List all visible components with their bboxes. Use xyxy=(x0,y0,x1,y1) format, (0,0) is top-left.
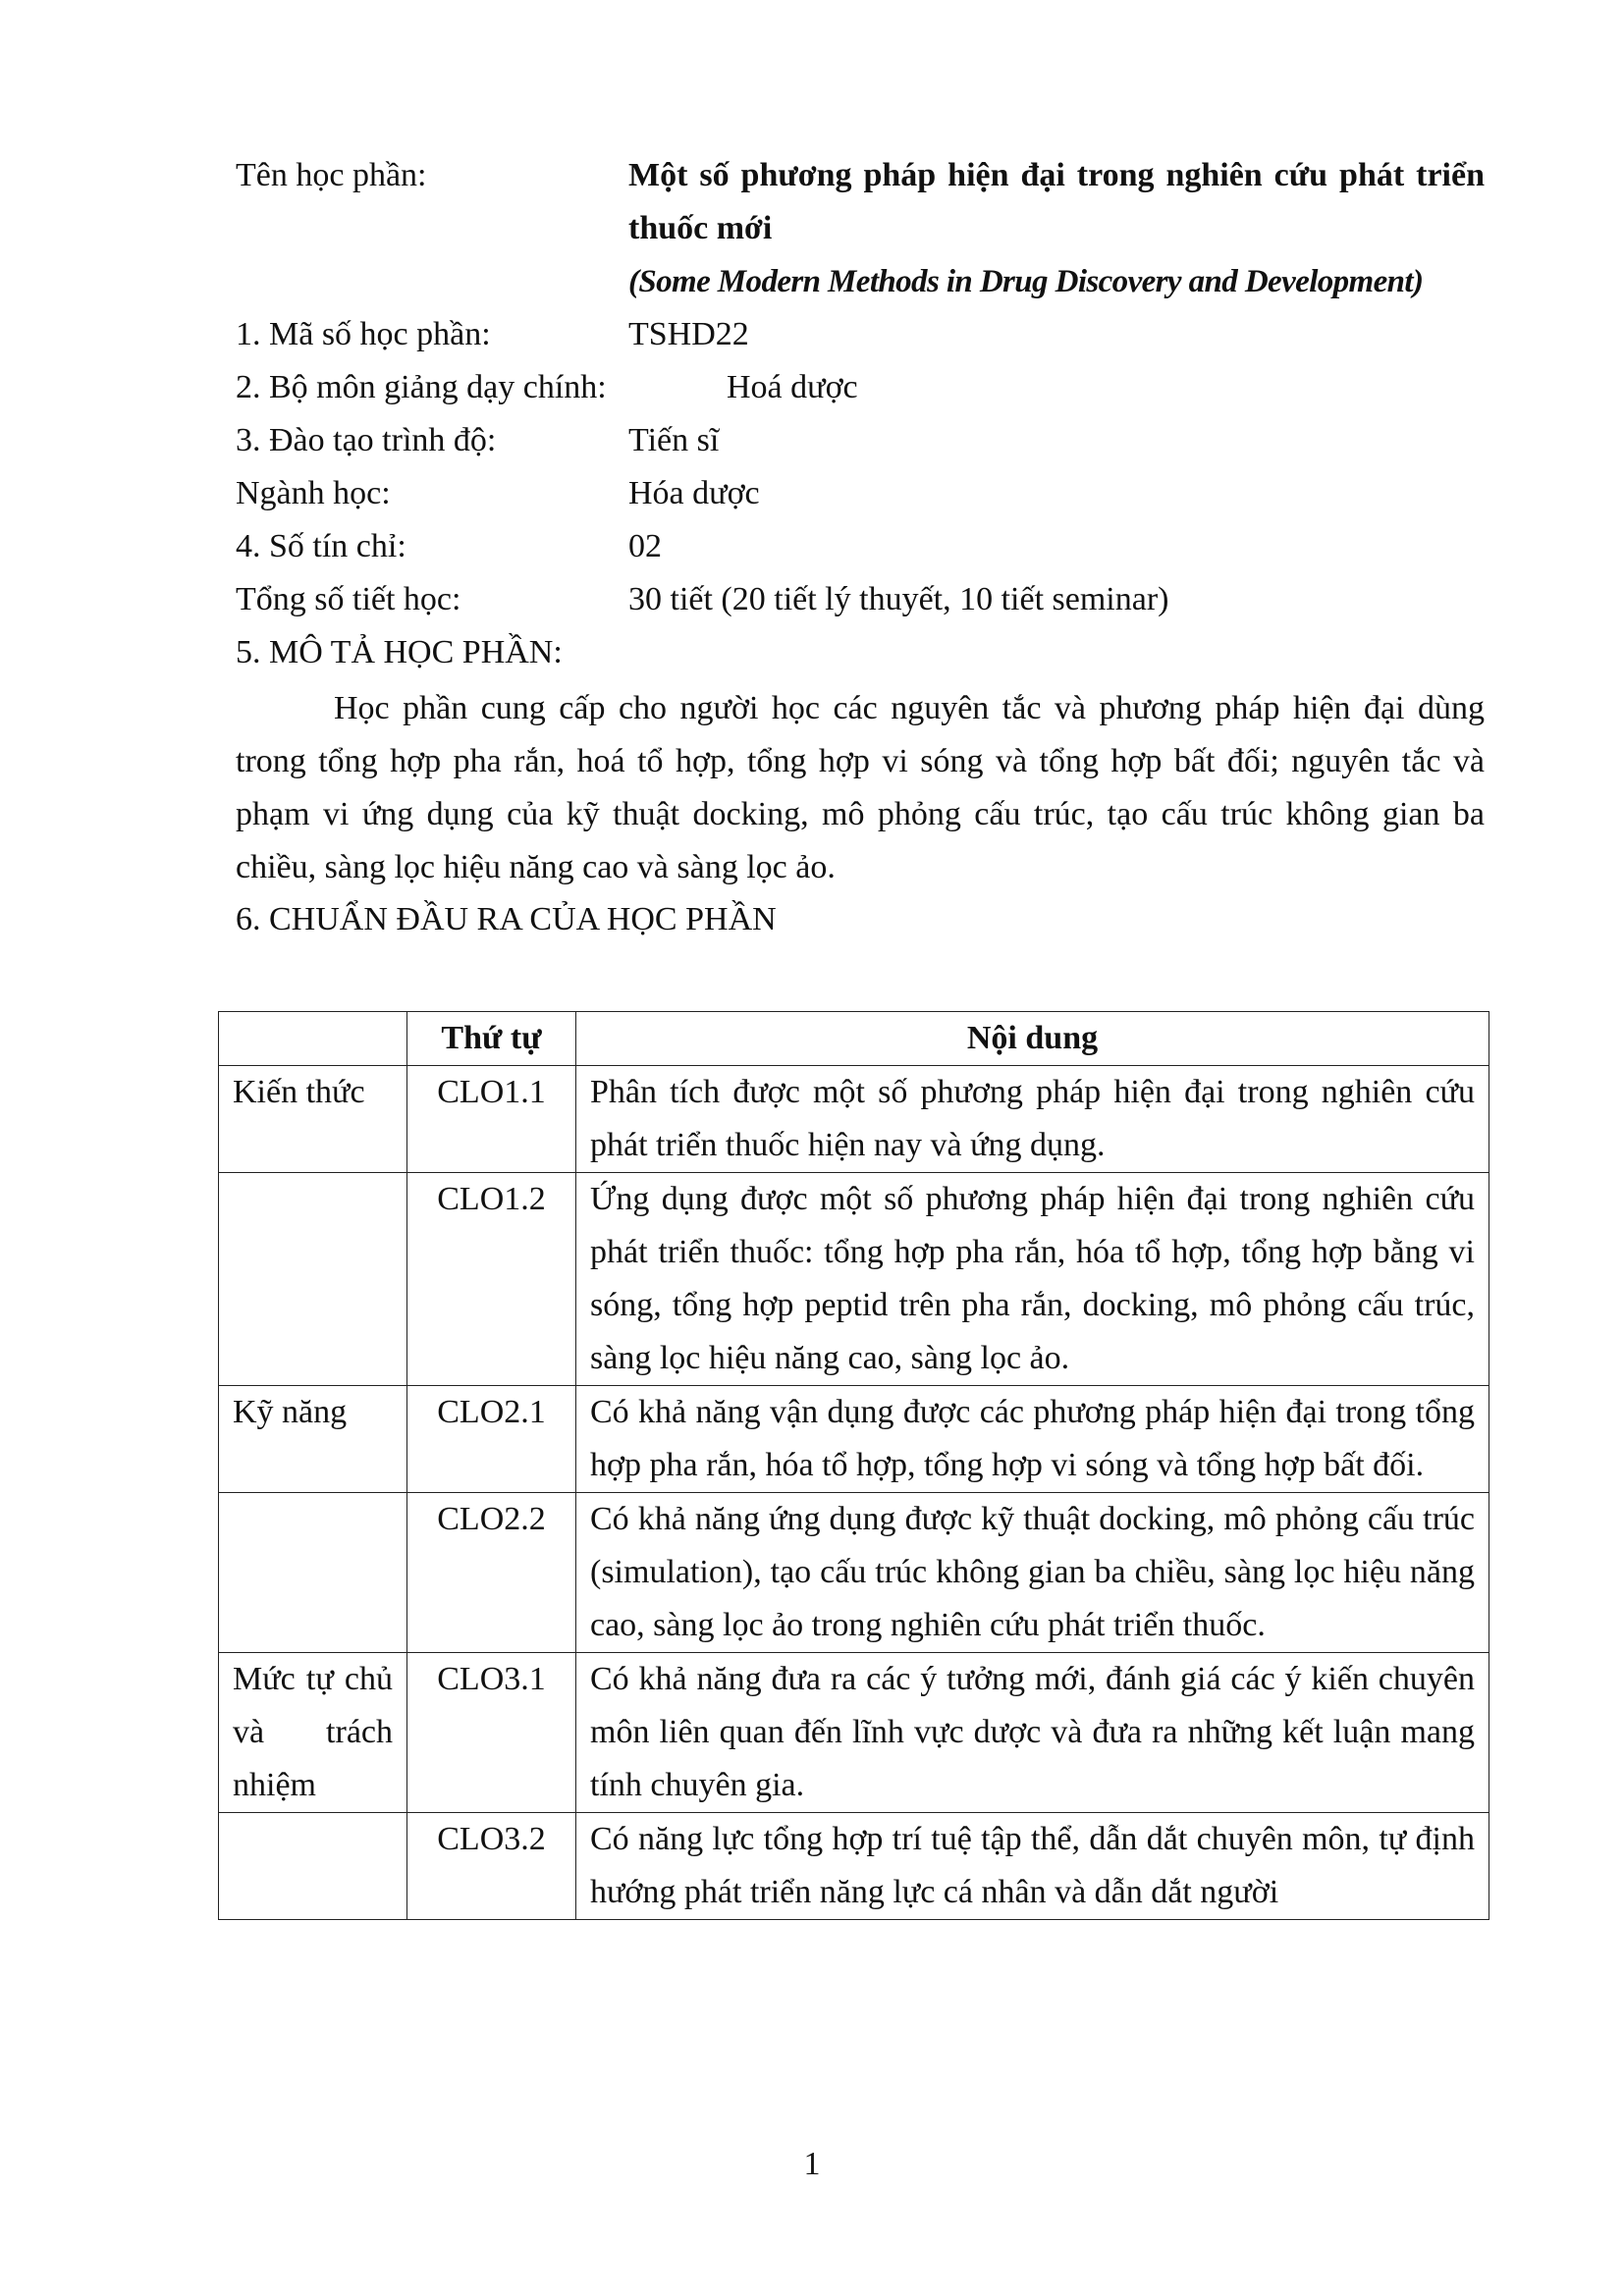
table-row xyxy=(219,1653,1489,1813)
department-value: Hoá dược xyxy=(727,369,858,405)
major-value: Hóa dược xyxy=(628,475,760,511)
table-row xyxy=(219,1386,1489,1493)
department-row xyxy=(236,361,1485,414)
course-name-english: (Some Modern Methods in Drug Discovery and Development) xyxy=(628,264,1424,299)
hours-label: Tổng số tiết học: xyxy=(236,581,461,617)
learning-outcomes-table xyxy=(218,1011,1489,1920)
page-number: 1 xyxy=(803,2146,821,2182)
section-5-heading: 5. MÔ TẢ HỌC PHẦN: xyxy=(236,634,563,670)
row-content: Có khả năng ứng dụng được kỹ thuật docking, mô phỏng cấu trúc (simulation), tạo cấu trúc không gian ba chiều, sàng lọc hiệu năng cao, sàng lọc ảo trong nghiên cứu phát triển thuốc. xyxy=(576,1493,1489,1653)
row-content: Ứng dụng được một số phương pháp hiện đại trong nghiên cứu phát triển thuốc: tổng hợp pha rắn, hóa tổ hợp, tổng hợp bằng vi sóng, tổng hợp peptid trên pha rắn, docking, mô phỏng cấu trúc, sàng lọc hiệu năng cao, sàng lọc ảo. xyxy=(576,1173,1489,1386)
row-code: CLO2.2 xyxy=(407,1493,576,1653)
row-code: CLO3.2 xyxy=(407,1813,576,1920)
row-content: Phân tích được một số phương pháp hiện đại trong nghiên cứu phát triển thuốc hiện nay và ứng dụng. xyxy=(576,1066,1489,1173)
row-code: CLO2.1 xyxy=(407,1386,576,1493)
course-description: Học phần cung cấp cho người học các nguyên tắc và phương pháp hiện đại dùng trong tổng hợp pha rắn, hoá tổ hợp, tổng hợp vi sóng và tổng hợp bất đối; nguyên tắc và phạm vi ứng dụng của kỹ thuật docking, mô phỏng cấu trúc, tạo cấu trúc không gian ba chiều, sàng lọc hiệu năng cao và sàng lọc ảo. xyxy=(236,690,1485,885)
level-value: Tiến sĩ xyxy=(628,422,720,458)
row-category: Kiến thức xyxy=(219,1066,407,1173)
course-code-label: 1. Mã số học phần: xyxy=(236,316,491,352)
row-category xyxy=(219,1173,407,1386)
table-row xyxy=(219,1493,1489,1653)
level-label: 3. Đào tạo trình độ: xyxy=(236,422,497,458)
course-code-row xyxy=(236,308,1485,361)
credits-value: 02 xyxy=(628,528,662,564)
major-label: Ngành học: xyxy=(236,475,391,511)
row-code: CLO3.1 xyxy=(407,1653,576,1813)
course-code-value: TSHD22 xyxy=(628,316,749,352)
course-name-label: Tên học phần: xyxy=(236,157,427,193)
header-content: Nội dung xyxy=(576,1012,1489,1066)
section-6-heading: 6. CHUẨN ĐẦU RA CỦA HỌC PHẦN xyxy=(236,901,777,937)
table-row xyxy=(219,1813,1489,1920)
row-code: CLO1.1 xyxy=(407,1066,576,1173)
row-category: Kỹ năng xyxy=(219,1386,407,1493)
table-header-row xyxy=(219,1012,1489,1066)
course-name-vietnamese: Một số phương pháp hiện đại trong nghiên cứu phát triển thuốc mới xyxy=(628,157,1485,246)
hours-row xyxy=(236,573,1485,626)
course-name xyxy=(628,149,1485,308)
table-row xyxy=(219,1173,1489,1386)
credits-row xyxy=(236,520,1485,573)
major-row xyxy=(236,467,1485,520)
table-row xyxy=(219,1066,1489,1173)
row-content: Có năng lực tổng hợp trí tuệ tập thể, dẫn dắt chuyên môn, tự định hướng phát triển năng lực cá nhân và dẫn dắt người xyxy=(576,1813,1489,1920)
credits-label: 4. Số tín chỉ: xyxy=(236,528,406,564)
row-category: Mức tự chủ và trách nhiệm xyxy=(219,1653,407,1813)
row-category xyxy=(219,1493,407,1653)
hours-value: 30 tiết (20 tiết lý thuyết, 10 tiết seminar) xyxy=(628,581,1169,617)
level-row xyxy=(236,414,1485,467)
header-category xyxy=(219,1012,407,1066)
row-content: Có khả năng vận dụng được các phương pháp hiện đại trong tổng hợp pha rắn, hóa tổ hợp, tổng hợp vi sóng và tổng hợp bất đối. xyxy=(576,1386,1489,1493)
row-code: CLO1.2 xyxy=(407,1173,576,1386)
row-category xyxy=(219,1813,407,1920)
header-order: Thứ tự xyxy=(407,1012,576,1066)
row-content: Có khả năng đưa ra các ý tưởng mới, đánh giá các ý kiến chuyên môn liên quan đến lĩnh vực dược và đưa ra những kết luận mang tính chuyên gia. xyxy=(576,1653,1489,1813)
department-label: 2. Bộ môn giảng dạy chính: xyxy=(236,369,607,405)
